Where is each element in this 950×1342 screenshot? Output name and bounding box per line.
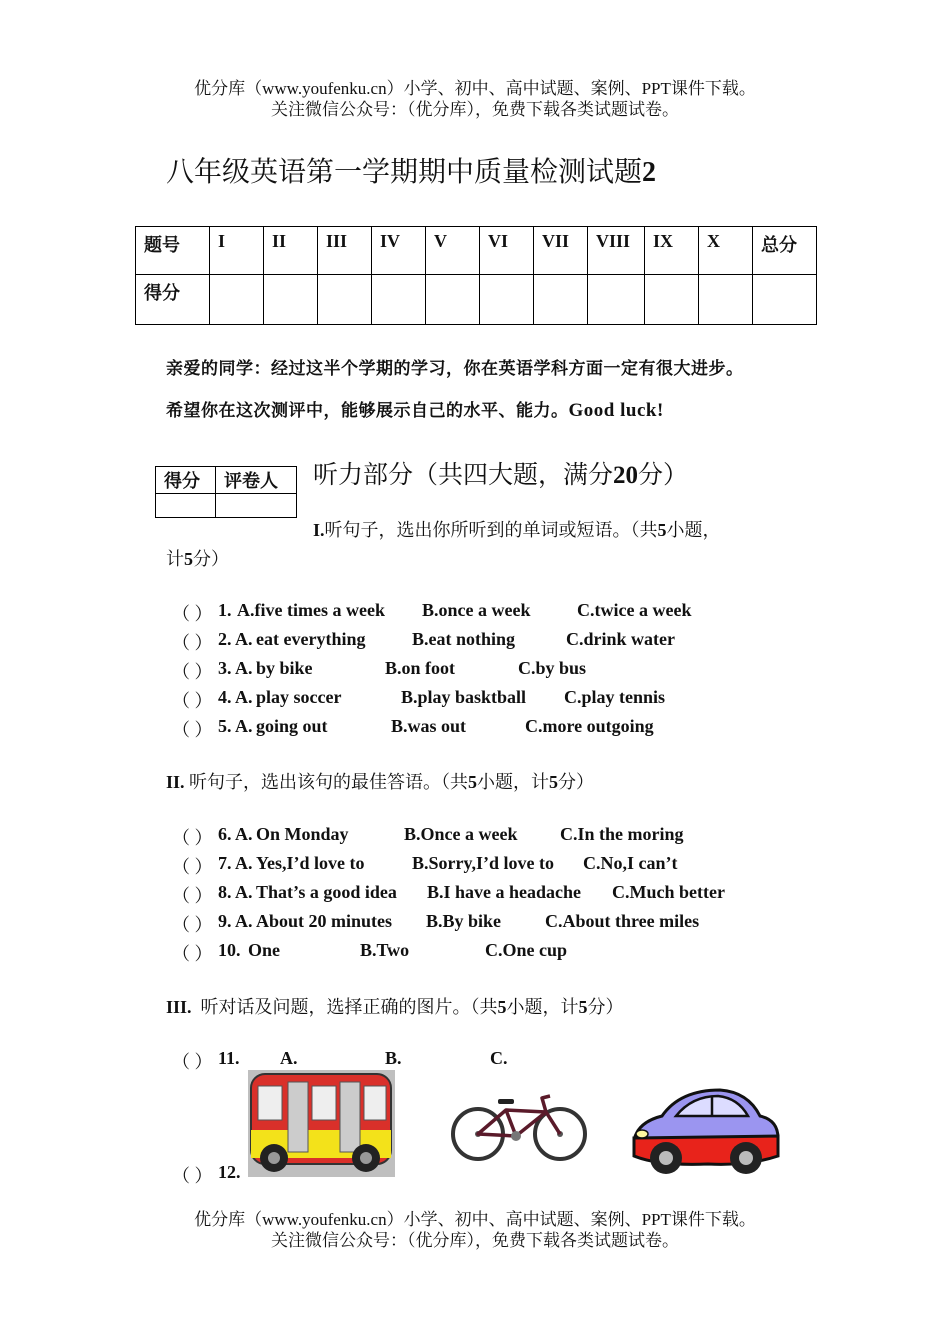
score-cell[interactable] <box>480 275 534 325</box>
score-col-header: VII <box>534 227 588 275</box>
section-1-heading-cont <box>166 545 229 571</box>
question-number: 11. <box>218 1048 240 1068</box>
option-c: C.drink water <box>566 629 675 649</box>
listening-unit: 分） <box>638 462 689 489</box>
section-3-count: 5 <box>497 997 507 1017</box>
score-col-header: III <box>318 227 372 275</box>
question-number: 6. A. <box>218 824 253 844</box>
option-c: C.twice a week <box>577 600 692 620</box>
bike-seat <box>498 1099 514 1104</box>
bus-door <box>340 1082 360 1152</box>
option-c: C.Much better <box>612 882 725 902</box>
section-1-label: I. <box>313 520 325 540</box>
question-number: 1. <box>218 600 232 620</box>
option-b: B.I have a headache <box>427 882 582 902</box>
page-title <box>166 150 656 190</box>
option-c: C.About three miles <box>545 911 700 931</box>
option-b: B.once a week <box>422 600 531 620</box>
question-number: 10. <box>218 940 241 960</box>
section-3-heading <box>166 993 624 1019</box>
section-1-count: 5 <box>657 520 667 540</box>
option-c: C.more outgoing <box>525 716 654 736</box>
intro-line-1: 亲爱的同学：经过这半个学期的学习，你在英语学科方面一定有很大进步。 <box>166 359 744 379</box>
score-col-header: II <box>264 227 318 275</box>
car-headlight <box>636 1130 648 1138</box>
question-number: 7. A. <box>218 853 253 873</box>
option-a: by bike <box>256 658 313 678</box>
section-2-points: 5 <box>549 772 559 792</box>
score-col-header: IX <box>645 227 699 275</box>
section-1-points: 5 <box>184 549 193 569</box>
good-luck: Good luck! <box>568 400 664 421</box>
option-c: C.One cup <box>485 940 568 960</box>
section-3-text: 小题，计 <box>506 997 579 1017</box>
bus-window <box>364 1086 386 1120</box>
question-number: 2. A. <box>218 629 253 649</box>
option-c: C.play tennis <box>564 687 666 707</box>
section-1-text: 分） <box>193 549 229 569</box>
car-picture[interactable] <box>628 1082 781 1178</box>
question-number: 4. A. <box>218 687 253 707</box>
bike-picture[interactable] <box>450 1090 588 1162</box>
question-number: 8. A. <box>218 882 253 902</box>
answer-blank[interactable]: （ ） <box>172 828 213 848</box>
option-a: Yes,I’d love to <box>256 853 365 873</box>
answer-blank[interactable]: （ ） <box>172 1166 213 1186</box>
section-2-count: 5 <box>468 772 478 792</box>
bus-hubcap <box>360 1152 372 1164</box>
score-cell[interactable] <box>210 275 264 325</box>
listening-title <box>313 455 688 491</box>
section-1-text: 听句子，选出你所听到的单词或短语。（共 <box>324 520 658 540</box>
option-c: C.In the moring <box>560 824 684 844</box>
intro-line-2 <box>166 396 664 422</box>
score-row-label-1: 题号 <box>136 227 210 275</box>
section-1-text: 计 <box>166 549 184 569</box>
bus-window <box>258 1086 282 1120</box>
section-2-text: 听句子，选出该句的最佳答语。（共 <box>189 772 469 792</box>
grader-cell[interactable] <box>156 494 216 518</box>
question-number: 12. <box>218 1162 241 1182</box>
listening-score: 20 <box>613 462 639 489</box>
score-cell[interactable] <box>645 275 699 325</box>
score-row-label-2: 得分 <box>136 275 210 325</box>
option-b: B.By bike <box>426 911 502 931</box>
section-3-label: III. <box>166 997 192 1017</box>
option-a: On Monday <box>256 824 349 844</box>
section-2-text: 小题，计 <box>477 772 550 792</box>
option-b: B.Once a week <box>404 824 518 844</box>
option-a: eat everything <box>256 629 366 649</box>
option-b: B.play basktball <box>401 687 527 707</box>
score-cell[interactable] <box>534 275 588 325</box>
site-footer-line-1: 优分库（www.youfenku.cn）小学、初中、高中试题、案例、PPT课件下载。 <box>194 1210 756 1229</box>
option-b: B.on foot <box>385 658 456 678</box>
option-b: B.eat nothing <box>412 629 516 649</box>
option-a: going out <box>256 716 328 736</box>
car-hubcap <box>739 1151 753 1165</box>
answer-blank[interactable]: （ ） <box>172 857 213 877</box>
answer-blank[interactable]: （ ） <box>172 886 213 906</box>
grader-col-grader: 评卷人 <box>216 467 297 494</box>
score-cell[interactable] <box>264 275 318 325</box>
score-cell[interactable] <box>426 275 480 325</box>
site-footer-line-2: 关注微信公众号：（优分库），免费下载各类试题试卷。 <box>271 1231 679 1250</box>
grader-table <box>155 466 297 518</box>
bus-door <box>288 1082 308 1152</box>
question-number: 3. A. <box>218 658 253 678</box>
site-header-line-2: 关注微信公众号：（优分库），免费下载各类试题试卷。 <box>271 100 679 119</box>
answer-blank[interactable]: （ ） <box>172 1052 213 1072</box>
answer-blank[interactable]: （ ） <box>172 720 213 740</box>
option-b: B.was out <box>391 716 467 736</box>
score-table <box>135 226 817 325</box>
listening-title-text: 听力部分（共四大题，满分 <box>313 462 614 489</box>
score-col-header: VI <box>480 227 534 275</box>
score-col-header: V <box>426 227 480 275</box>
bus-hubcap <box>268 1152 280 1164</box>
bus-picture[interactable] <box>248 1070 395 1177</box>
section-2-text: 分） <box>558 772 595 792</box>
section-2-label: II. <box>166 772 185 792</box>
score-cell[interactable] <box>318 275 372 325</box>
score-cell[interactable] <box>372 275 426 325</box>
bike-frame <box>478 1096 560 1136</box>
option-a: One <box>248 940 281 960</box>
option-a: play soccer <box>256 687 342 707</box>
score-cell[interactable] <box>699 275 753 325</box>
score-col-header: X <box>699 227 753 275</box>
option-b: B. <box>385 1048 402 1068</box>
option-c: C. <box>490 1048 508 1068</box>
grader-cell[interactable] <box>216 494 297 518</box>
answer-blank[interactable]: （ ） <box>172 944 213 964</box>
option-a: A. <box>280 1048 298 1068</box>
section-1-heading <box>313 516 721 542</box>
option-b: B.Two <box>360 940 410 960</box>
answer-blank[interactable]: （ ） <box>172 604 213 624</box>
section-3-text: 分） <box>587 997 624 1017</box>
score-col-header: IV <box>372 227 426 275</box>
bus-window <box>312 1086 336 1120</box>
section-3-text: 听对话及问题，选择正确的图片。（共 <box>200 997 498 1017</box>
option-b: B.Sorry,I’d love to <box>412 853 554 873</box>
option-a: About 20 minutes <box>256 911 393 931</box>
score-cell[interactable] <box>588 275 645 325</box>
option-c: C.by bus <box>518 658 587 678</box>
option-c: C.No,I can’t <box>583 853 678 873</box>
answer-blank[interactable]: （ ） <box>172 662 213 682</box>
car-hubcap <box>659 1151 673 1165</box>
section-2-heading <box>166 768 594 794</box>
title-text: 八年级英语第一学期期中质量检测试题 <box>166 157 643 188</box>
question-number: 9. A. <box>218 911 253 931</box>
answer-blank[interactable]: （ ） <box>172 633 213 653</box>
score-col-header: I <box>210 227 264 275</box>
bike-crank <box>511 1131 521 1141</box>
section-3-points: 5 <box>578 997 588 1017</box>
score-col-header: VIII <box>588 227 645 275</box>
title-number: 2 <box>642 157 657 188</box>
answer-blank[interactable]: （ ） <box>172 915 213 935</box>
section-1-text: 小题， <box>666 520 721 540</box>
grader-col-score: 得分 <box>156 467 216 494</box>
score-cell[interactable] <box>753 275 817 325</box>
site-header-line-1: 优分库（www.youfenku.cn）小学、初中、高中试题、案例、PPT课件下载。 <box>194 79 756 98</box>
option-a: A.five times a week <box>237 600 385 620</box>
score-col-header: 总分 <box>753 227 817 275</box>
option-a: That’s a good idea <box>256 882 397 902</box>
answer-blank[interactable]: （ ） <box>172 691 213 711</box>
question-number: 5. A. <box>218 716 253 736</box>
intro-line-2-text: 希望你在这次测评中，能够展示自己的水平、能力。 <box>166 401 569 421</box>
